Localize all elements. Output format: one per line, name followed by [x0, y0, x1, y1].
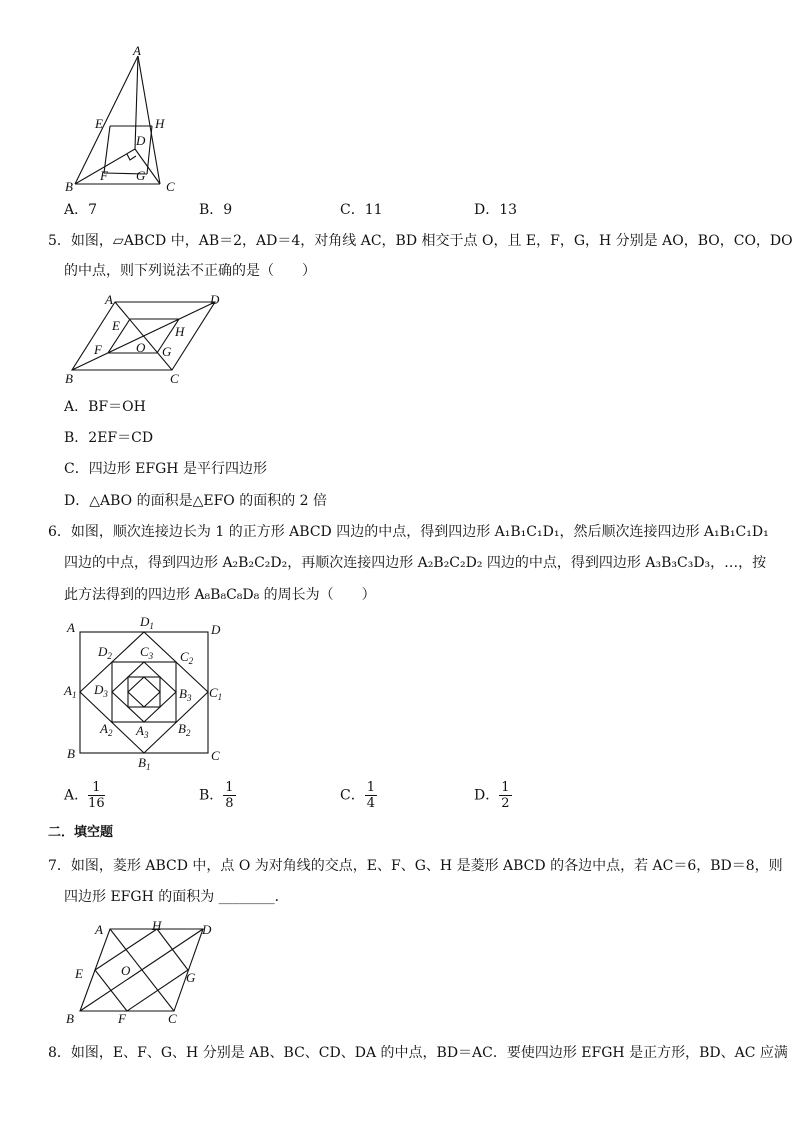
q7-question — [48, 856, 783, 876]
q6-option-b-letter: B． — [199, 787, 224, 804]
q4-label-F: F — [100, 168, 108, 183]
q4-label-G: G — [136, 168, 146, 183]
q7-text-line2[interactable]: 四边形 EFGH 的面积为 ________． — [64, 889, 289, 905]
q6-label-A2: $A_2$ — [100, 721, 113, 738]
q8-text-line1: 如图，E、F、G、H 分别是 AB、BC、CD、DA 的中点，BD＝AC．要使四边形 EFGH 是正方形，BD、AC 应满 — [70, 1045, 788, 1061]
q6-label-C3: $C_3$ — [140, 644, 154, 661]
q4-option-c-text: 11 — [364, 202, 383, 218]
q6-text-line1: 如图，顺次连接边长为 1 的正方形 ABCD 四边的中点，得到四边形 A₁B₁C₁D₁，然后顺次连接四边形 A₁B₁C₁D₁ — [70, 524, 769, 540]
q6-label-A1: $A_1$ — [64, 683, 77, 700]
q6-label-D1: $D_1$ — [140, 614, 154, 631]
q6-option-b-num: 1 — [225, 780, 234, 795]
q6-option-b-den: 8 — [225, 796, 234, 811]
q6-option-a-num: 1 — [88, 780, 105, 796]
q6-label-A: A — [67, 620, 75, 635]
q6-number: 6． — [48, 524, 71, 540]
q5-option-b-letter: B． — [64, 430, 89, 446]
q8-number: 8． — [48, 1045, 71, 1061]
q6-text-line2: 四边的中点，得到四边形 A₂B₂C₂D₂，再顺次连接四边形 A₂B₂C₂D₂ 四边的中点，得到四边形 A₃B₃C₃D₃，…，按 — [64, 555, 767, 571]
q5-text-line2: 的中点，则下列说法不正确的是（ ） — [64, 263, 316, 279]
q6-option-a-den: 16 — [88, 796, 105, 811]
q6-option-c-den: 4 — [366, 796, 375, 811]
q5-label-E: E — [112, 318, 120, 333]
q5-option-c-letter: C． — [64, 461, 89, 477]
q4-option-b-letter: B． — [199, 202, 224, 218]
q6-option-d-letter: D． — [474, 787, 500, 804]
q5-label-C: C — [170, 371, 179, 386]
q5-option-d-text: △ABO 的面积是△EFO 的面积的 2 倍 — [89, 493, 328, 509]
q6-option-a[interactable] — [64, 780, 105, 811]
q6-label-B2: $B_2$ — [178, 721, 191, 738]
section-heading: 二．填空题 — [48, 825, 114, 840]
q6-question — [48, 522, 769, 542]
q7-number: 7． — [48, 858, 71, 874]
q5-text-line1: 如图，▱ABCD 中，AB＝2，AD＝4，对角线 AC，BD 相交于点 O，且 E，F，G，H 分别是 AO，BO，CO，DO — [70, 233, 793, 249]
q6-option-b-fraction — [223, 780, 235, 811]
q5-option-c[interactable] — [64, 459, 267, 479]
q6-option-c-letter: C． — [340, 787, 365, 804]
q4-label-E: E — [95, 116, 103, 131]
q6-text-line3: 此方法得到的四边形 A₈B₈C₈D₈ 的周长为（ ） — [64, 587, 376, 603]
q5-question — [48, 231, 793, 251]
q6-option-d[interactable] — [474, 780, 512, 811]
q6-option-a-letter: A． — [64, 787, 89, 804]
q6-label-D2: $D_2$ — [98, 644, 112, 661]
q5-option-b-text: 2EF＝CD — [88, 430, 154, 446]
q7-figure — [60, 914, 230, 1034]
q7-label-O: O — [121, 963, 131, 978]
q4-option-a-text: 7 — [88, 202, 98, 218]
q4-option-d-letter: D． — [474, 202, 500, 218]
q7-label-G: G — [186, 970, 196, 985]
q7-label-D: D — [202, 922, 212, 937]
q4-option-d-text: 13 — [499, 202, 518, 218]
q4-label-C: C — [166, 179, 175, 194]
q7-label-B: B — [66, 1011, 74, 1026]
q5-label-H: H — [175, 324, 185, 339]
q4-option-c[interactable] — [340, 200, 383, 220]
q6-label-B: B — [67, 746, 75, 761]
q4-option-d[interactable] — [474, 200, 517, 220]
q5-label-O: O — [136, 340, 146, 355]
q5-option-d-letter: D． — [64, 493, 90, 509]
q6-label-D: D — [211, 622, 221, 637]
q5-option-d[interactable] — [64, 491, 327, 511]
q4-option-c-letter: C． — [340, 202, 365, 218]
q5-number: 5． — [48, 233, 71, 249]
q4-option-a-letter: A． — [64, 202, 89, 218]
q6-option-a-fraction — [88, 780, 105, 811]
q6-option-c-num: 1 — [366, 780, 375, 795]
q6-label-B3: $B_3$ — [179, 686, 192, 703]
q7-label-H: H — [152, 918, 162, 933]
q5-option-b[interactable] — [64, 428, 153, 448]
q5-option-c-text: 四边形 EFGH 是平行四边形 — [88, 461, 267, 477]
q6-label-D3: $D_3$ — [94, 682, 108, 699]
q5-label-G: G — [162, 344, 172, 359]
q4-option-b-text: 9 — [223, 202, 233, 218]
q5-option-a-text: BF＝OH — [88, 399, 146, 415]
q7-text-line1: 如图，菱形 ABCD 中，点 O 为对角线的交点，E、F、G、H 是菱形 ABCD 的各边中点，若 AC＝6，BD＝8，则 — [70, 858, 783, 874]
q4-label-A: A — [133, 43, 141, 58]
q7-label-E: E — [75, 966, 83, 981]
q5-option-a[interactable] — [64, 397, 146, 417]
q7-label-A: A — [95, 922, 103, 937]
q6-label-C2: $C_2$ — [180, 649, 194, 666]
q6-option-c-fraction — [365, 780, 377, 811]
q4-figure — [60, 40, 190, 200]
q7-label-F: F — [118, 1011, 126, 1026]
q4-option-a[interactable] — [64, 200, 97, 220]
q5-label-F: F — [94, 342, 102, 357]
q4-label-B: B — [65, 179, 73, 194]
q5-option-a-letter: A． — [64, 399, 89, 415]
q7-label-C: C — [168, 1011, 177, 1026]
q8-question — [48, 1043, 788, 1063]
q6-label-C1: $C_1$ — [209, 685, 223, 702]
q6-label-A3: $A_3$ — [136, 723, 149, 740]
q5-label-D: D — [210, 292, 220, 307]
q5-label-A: A — [105, 292, 113, 307]
q5-label-B: B — [65, 371, 73, 386]
q4-label-D: D — [136, 133, 146, 148]
q6-figure — [60, 612, 230, 772]
q6-option-d-den: 2 — [501, 796, 510, 811]
q6-label-B1: $B_1$ — [138, 755, 151, 772]
q4-label-H: H — [155, 116, 165, 131]
q6-option-c[interactable] — [340, 780, 377, 811]
q6-label-C: C — [211, 748, 220, 763]
q4-option-b[interactable] — [199, 200, 232, 220]
q6-option-d-fraction — [499, 780, 511, 811]
q6-option-b[interactable] — [199, 780, 236, 811]
q6-option-d-num: 1 — [501, 780, 510, 795]
q5-figure — [60, 290, 230, 390]
